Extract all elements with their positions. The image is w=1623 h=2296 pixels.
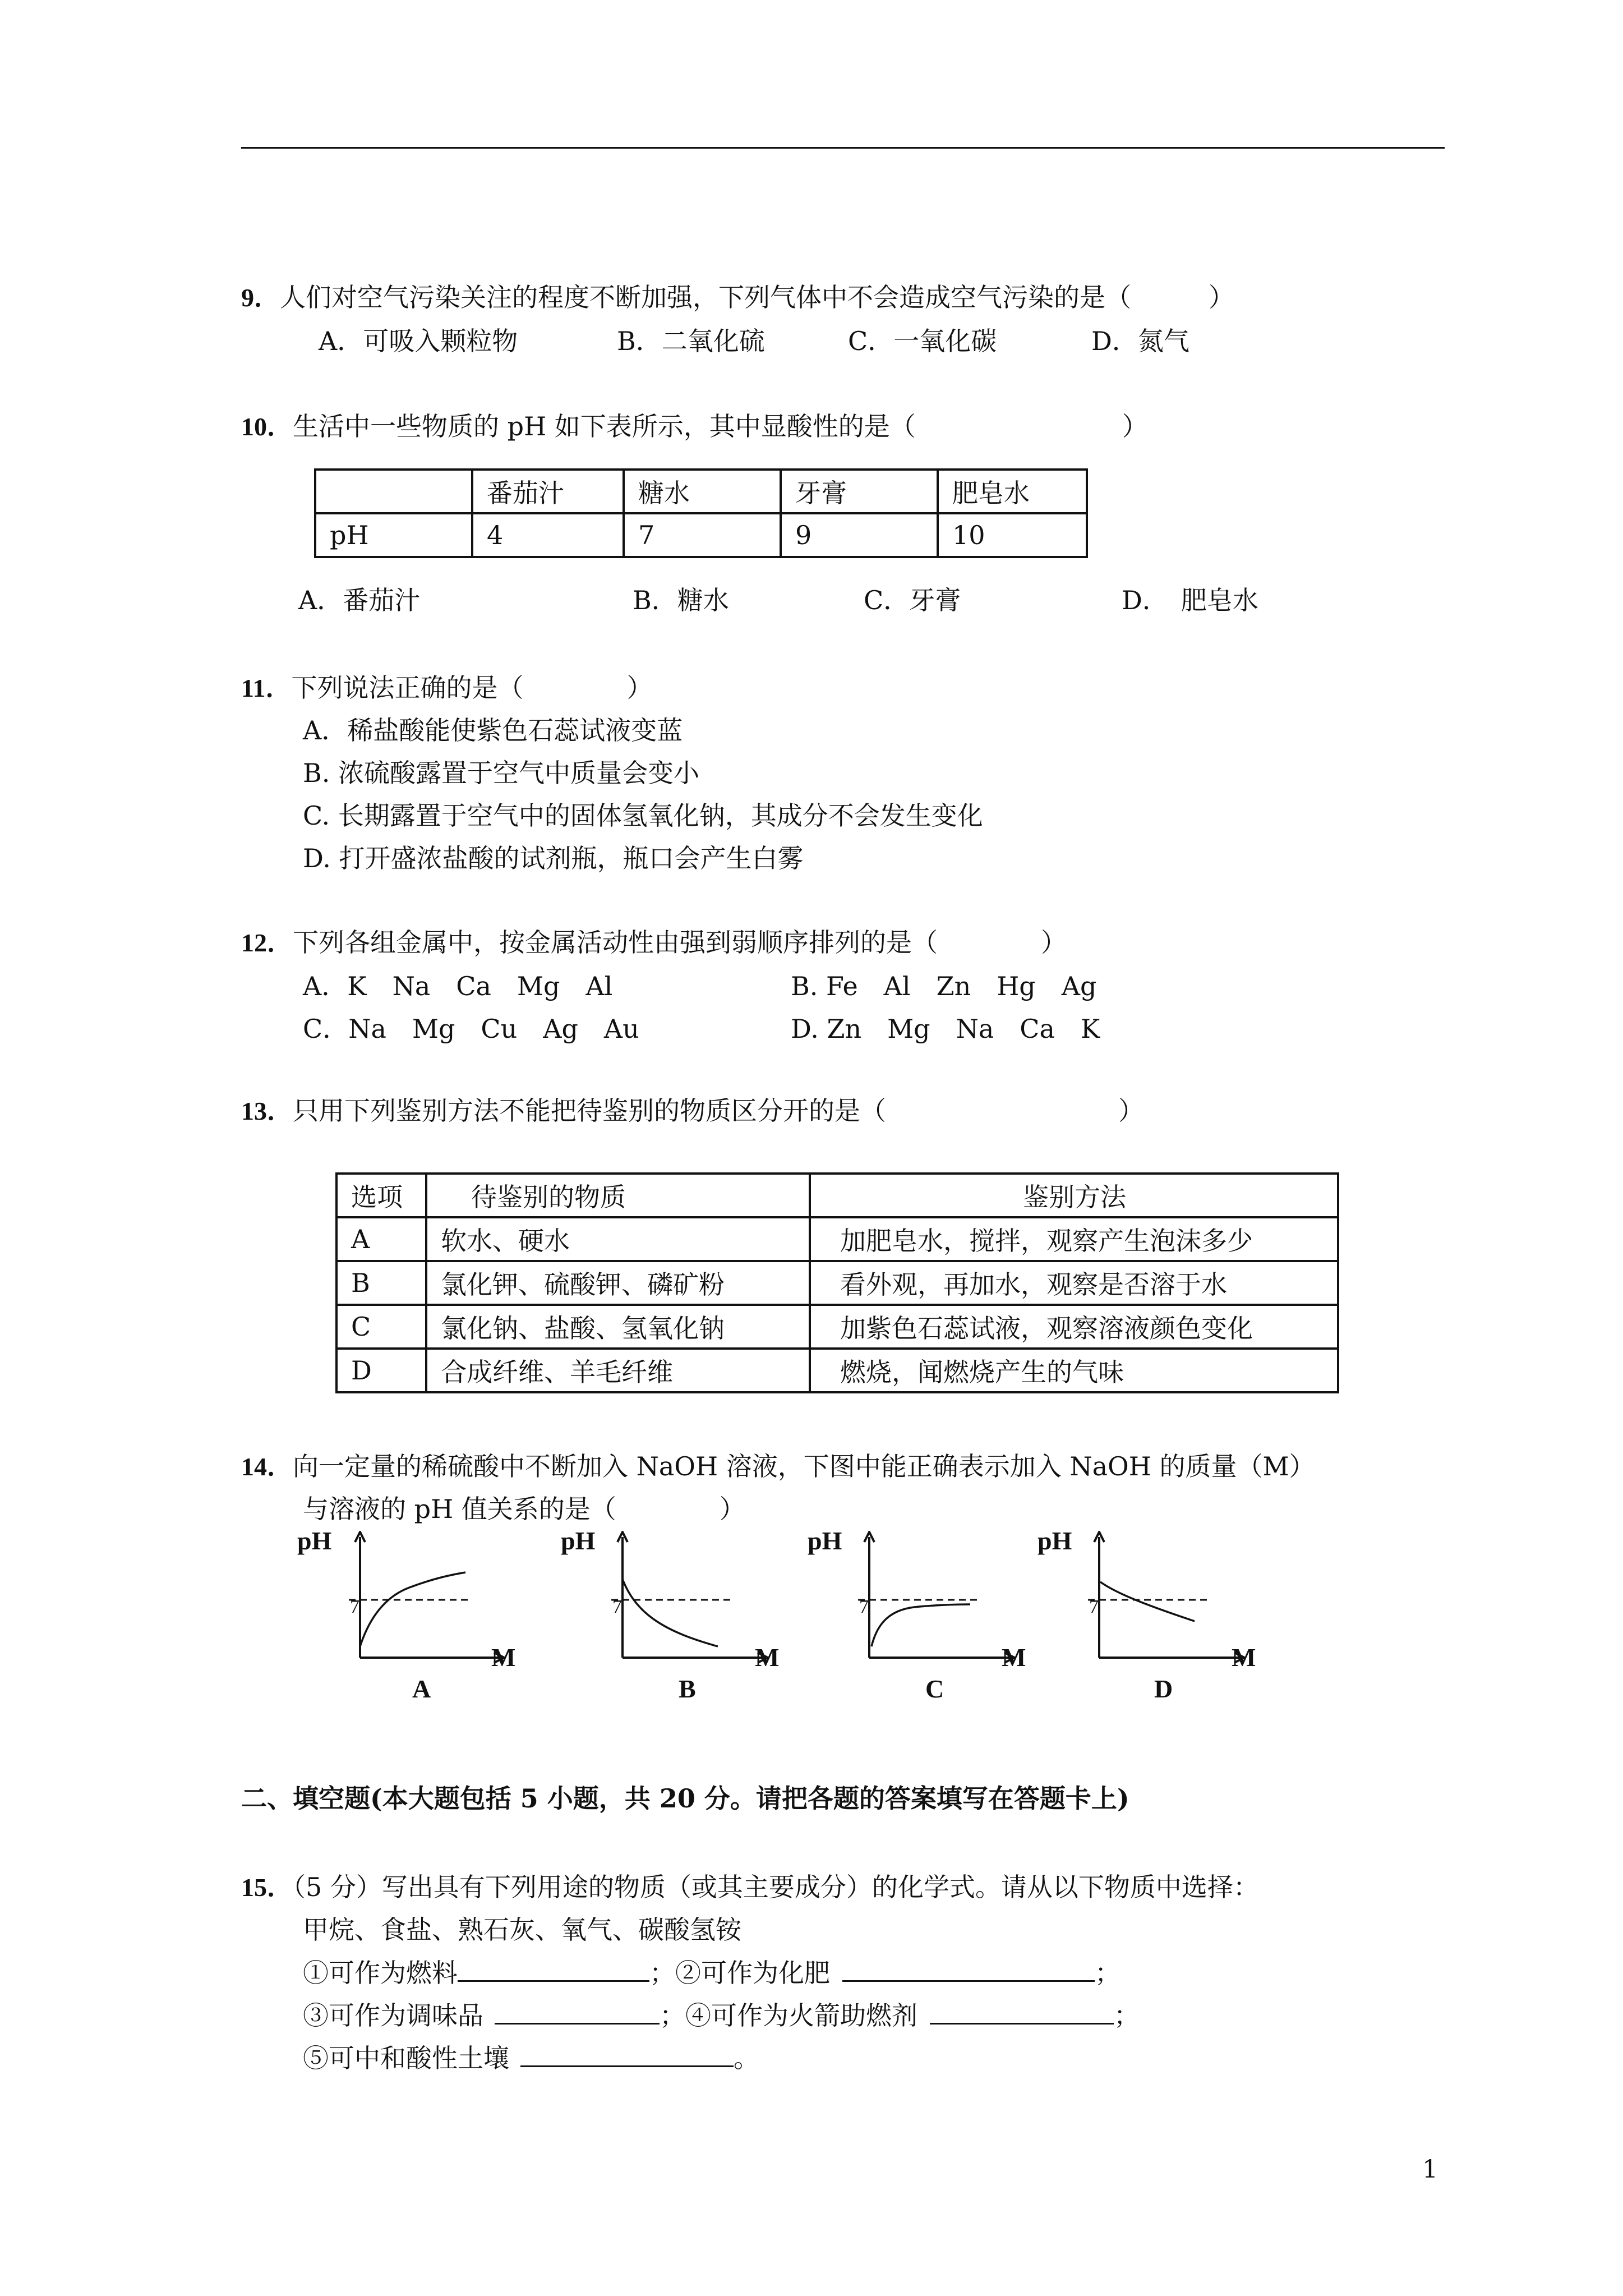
q12-option-d: D. Zn Mg Na Ca K	[791, 1014, 1100, 1044]
neutral-tick: 7	[1089, 1596, 1099, 1617]
q9-option-b: B．二氧化硫	[617, 326, 765, 356]
question-stem: 只用下列鉴别方法不能把待鉴别的物质区分开的是（ ）	[293, 1096, 1144, 1126]
answer-blank-4[interactable]	[930, 1998, 1114, 2024]
ph-table	[314, 468, 1088, 558]
question-stem: 下列说法正确的是（ ）	[291, 673, 653, 703]
question-10	[241, 409, 1148, 444]
q11-option-b: B. 浓硫酸露置于空气中质量会变小	[303, 758, 700, 788]
question-15	[241, 1870, 1259, 1904]
q10-option-a: A．番茄汁	[298, 585, 421, 615]
q10-option-c: C．牙膏	[864, 585, 961, 615]
curve	[360, 1572, 465, 1646]
table-cell: 氯化钠、盐酸、氢氧化钠	[426, 1305, 810, 1349]
table-cell	[315, 470, 472, 513]
x-axis-label: M	[1002, 1643, 1026, 1672]
table-cell: 待鉴别的物质	[426, 1174, 810, 1217]
table-cell: A	[336, 1217, 426, 1261]
table-cell: D	[336, 1349, 426, 1392]
section-heading: 二、填空题(本大题包括 5 小题，共 20 分。请把各题的答案填写在答题卡上)	[241, 1783, 1129, 1814]
question-number: 12．	[241, 928, 293, 957]
table-cell: 肥皂水	[938, 470, 1087, 513]
question-number: 11．	[241, 674, 292, 702]
table-row	[315, 513, 1087, 557]
question-stem: 生活中一些物质的 pH 如下表所示，其中显酸性的是（ ）	[293, 411, 1148, 441]
neutral-tick: 7	[859, 1596, 869, 1617]
neutral-tick: 7	[350, 1596, 359, 1617]
question-number: 13．	[241, 1097, 293, 1125]
table-cell: 看外观，再加水，观察是否溶于水	[810, 1261, 1338, 1305]
item-1-label: ①可作为燃料	[303, 1958, 458, 1988]
question-12	[241, 926, 1067, 960]
q9-option-d: D．氮气	[1091, 326, 1189, 356]
curve	[623, 1579, 718, 1646]
q12-option-c: C．Na Mg Cu Ag Au	[303, 1014, 639, 1044]
curve	[872, 1604, 970, 1646]
x-axis-label: M	[755, 1643, 780, 1672]
q10-option-d: D． 肥皂水	[1122, 585, 1258, 615]
q9-option-c: C．一氧化碳	[848, 326, 997, 356]
question-13	[241, 1094, 1144, 1128]
question-9	[241, 280, 1234, 315]
q12-option-b: B. Fe Al Zn Hg Ag	[791, 971, 1097, 1001]
table-cell: 加肥皂水，搅拌，观察产生泡沫多少	[810, 1217, 1338, 1261]
table-cell: 10	[938, 513, 1087, 557]
option-label: B	[679, 1674, 696, 1703]
table-row	[336, 1305, 1338, 1349]
answer-blank-2[interactable]	[842, 1955, 1095, 1982]
option-label: A	[412, 1674, 431, 1703]
header-rule	[241, 147, 1445, 149]
table-row	[336, 1174, 1338, 1217]
question-number: 10．	[241, 412, 293, 441]
question-stem: 下列各组金属中，按金属活动性由强到弱顺序排列的是（ ）	[293, 927, 1067, 958]
table-cell: 4	[472, 513, 624, 557]
table-cell: 选项	[336, 1174, 426, 1217]
graph-d-plot	[1032, 1531, 1245, 1711]
q9-option-a: A．可吸入颗粒物	[319, 326, 518, 356]
question-11	[241, 671, 652, 705]
question-number: 14．	[241, 1452, 293, 1481]
option-label: C	[925, 1674, 944, 1703]
q10-option-b: B．糖水	[633, 585, 729, 615]
item-4-label: ④可作为火箭助燃剂	[685, 2000, 917, 2031]
graph-c-plot	[802, 1531, 1015, 1711]
question-14-line2: 与溶液的 pH 值关系的是（ ）	[303, 1494, 745, 1524]
graph-b-plot	[555, 1531, 768, 1711]
y-axis-label: pH	[1038, 1526, 1072, 1555]
table-cell: 氯化钾、硫酸钾、磷矿粉	[426, 1261, 810, 1305]
question-14	[241, 1450, 1315, 1484]
x-axis-label: M	[1232, 1643, 1256, 1672]
graph-a-plot	[297, 1531, 510, 1711]
question-15-choices: 甲烷、食盐、熟石灰、氧气、碳酸氢铵	[303, 1915, 741, 1945]
separator: 。	[734, 2043, 759, 2073]
graph-c	[802, 1526, 1026, 1711]
q11-option-c: C. 长期露置于空气中的固体氢氧化钠，其成分不会发生变化	[303, 800, 983, 831]
separator: ；	[1095, 1958, 1121, 1988]
q15-line-2	[303, 1998, 1140, 2032]
graph-d	[1032, 1526, 1256, 1711]
curve	[1100, 1582, 1195, 1621]
q15-line-3	[303, 2041, 759, 2075]
neutral-tick: 7	[612, 1596, 622, 1617]
q11-option-a: A．稀盐酸能使紫色石蕊试液变蓝	[303, 715, 683, 746]
question-stem: 向一定量的稀硫酸中不断加入 NaOH 溶液，下图中能正确表示加入 NaOH 的质量（M）	[293, 1451, 1315, 1481]
table-cell: 加紫色石蕊试液，观察溶液颜色变化	[810, 1305, 1338, 1349]
table-cell: 鉴别方法	[810, 1174, 1338, 1217]
graph-b	[555, 1526, 780, 1711]
table-cell: 燃烧，闻燃烧产生的气味	[810, 1349, 1338, 1392]
option-label: D	[1154, 1674, 1173, 1703]
table-row	[315, 470, 1087, 513]
y-axis-label: pH	[297, 1526, 332, 1555]
question-number: 15．	[241, 1873, 293, 1902]
answer-blank-1[interactable]	[458, 1955, 649, 1982]
q12-option-a: A．K Na Ca Mg Al	[303, 971, 613, 1001]
separator: ；	[1114, 2000, 1140, 2031]
separator: ；	[660, 2000, 685, 2031]
table-cell: 番茄汁	[472, 470, 624, 513]
item-2-label: ②可作为化肥	[675, 1958, 830, 1988]
table-cell: 糖水	[624, 470, 781, 513]
table-cell: 牙膏	[781, 470, 938, 513]
table-row	[336, 1217, 1338, 1261]
answer-blank-5[interactable]	[520, 2041, 734, 2067]
q11-option-d: D. 打开盛浓盐酸的试剂瓶，瓶口会产生白雾	[303, 843, 804, 873]
table-cell: C	[336, 1305, 426, 1349]
table-row	[336, 1349, 1338, 1392]
table-cell: pH	[315, 513, 472, 557]
table-row	[336, 1261, 1338, 1305]
y-axis-label: pH	[808, 1526, 842, 1555]
answer-blank-3[interactable]	[495, 1998, 660, 2024]
q15-line-1	[303, 1955, 1121, 1990]
page-number: 1	[1422, 2155, 1438, 2184]
separator: ；	[649, 1958, 675, 1988]
graph-a	[297, 1526, 516, 1711]
y-axis-label: pH	[561, 1526, 596, 1555]
question-number: 9．	[241, 283, 280, 312]
question-stem: （5 分）写出具有下列用途的物质（或其主要成分）的化学式。请从以下物质中选择：	[293, 1872, 1259, 1902]
table-cell: 7	[624, 513, 781, 557]
x-axis-label: M	[491, 1643, 516, 1672]
question-stem: 人们对空气污染关注的程度不断加强，下列气体中不会造成空气污染的是（ ）	[280, 282, 1234, 312]
identification-table	[335, 1172, 1339, 1393]
table-cell: 合成纤维、羊毛纤维	[426, 1349, 810, 1392]
table-cell: 9	[781, 513, 938, 557]
table-cell: 软水、硬水	[426, 1217, 810, 1261]
item-3-label: ③可作为调味品	[303, 2000, 483, 2031]
item-5-label: ⑤可中和酸性土壤	[303, 2043, 509, 2073]
table-cell: B	[336, 1261, 426, 1305]
